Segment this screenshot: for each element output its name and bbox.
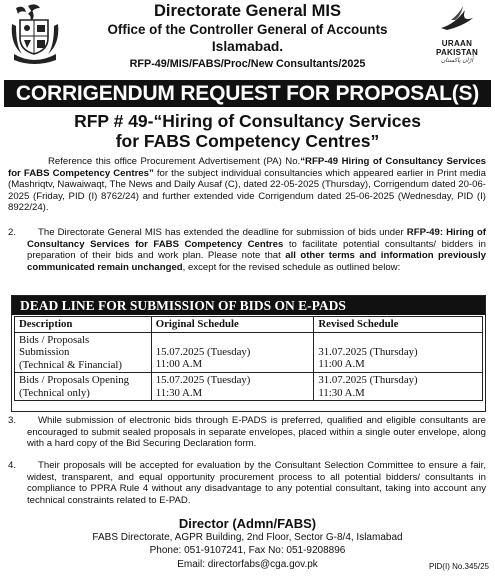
row2-rev-date: 31.07.2025 (Thursday) [318, 374, 418, 387]
office-city: Islamabad. [211, 39, 284, 54]
rfp-heading-line1: RFP # 49-“Hiring of Consultancy Services [74, 111, 421, 131]
row1-original [151, 333, 314, 373]
paragraph-3: While submission of electronic bids through E-PADS is preferred, qualified and eligible consultants are encouraged to submit sealed proposals in separate envelopes, placed within a single outer envelope, along with a hard copy of the Bid Securing Declaration form. [27, 415, 486, 450]
para1-text-c: for the subject individual consultancies which appeared earlier in Print media (Mashriqtv, Nawaiwaqt, The News and Daily Ausaf (C), dated 22-05-2025 (Thursday), Corrigendum dated 20-06-2025 (Friday, PID (I) 8762/24) and further extended vide Corrigendum dated 25-06-2025 (Wednesday, PID (I) 8922/24). [8, 167, 487, 214]
row1-desc-line3: (Technical & Financial) [19, 358, 122, 371]
office-subtitle: Office of the Controller General of Accounts [107, 22, 388, 37]
row1-orig-date: 15.07.2025 (Tuesday) [155, 346, 251, 358]
para3-number: 3. [8, 415, 17, 426]
header-revised-schedule: Revised Schedule [314, 317, 483, 333]
para2-rfp-title: RFP-49: Hiring of Consultancy Services for FABS Competency Centres [27, 227, 486, 250]
row2-original [151, 373, 314, 401]
paragraph-4: Their proposals will be accepted for evaluation by the Consultant Selection Committee to ensure a fair, widest, transparent, and equal opportunity procurement process to all potential bidders/ consultants in compliance to PPRA Rule 4 without any disadvantage to any potential consultant, taking into account any technical constraints related to E-PAD. [27, 460, 486, 506]
row2-orig-date: 15.07.2025 (Tuesday) [155, 374, 251, 387]
para2-number: 2. [8, 227, 17, 238]
pid-number: PID(I) No.345/25 [428, 562, 489, 571]
header [0, 0, 495, 82]
row1-rev-time: 11:00 A.M [318, 358, 365, 371]
government-emblem-icon [6, 4, 64, 66]
row1-desc-line1: Bids / Proposals [19, 334, 90, 346]
para2-text-a: The Directorate General MIS has extended the deadline for submission of bids under [38, 227, 407, 238]
uraan-tagline: اُڑان پاکستان [440, 58, 474, 64]
para2-text-e: , except for the revised schedule as outlined below: [182, 261, 401, 273]
paragraph-1 [8, 156, 486, 214]
table-row [15, 333, 483, 373]
deadline-box [11, 295, 486, 412]
footer-address: FABS Directorate, AGPR Building, 2nd Floor, Sector G-8/4, Islamabad [92, 532, 403, 543]
footer-email: Email: directorfabs@cga.gov.pk [177, 559, 318, 570]
uraan-bird-icon [435, 4, 479, 34]
header-description: Description [15, 317, 152, 333]
header-original-schedule: Original Schedule [151, 317, 314, 333]
uraan-pakistan-logo [425, 4, 489, 66]
para1-text-a: Reference this office Procurement Advertisement (PA) No. [48, 156, 301, 167]
row1-orig-time: 11:00 A.M [155, 358, 203, 371]
schedule-header-row [15, 317, 483, 333]
row1-desc-line2: Submission [19, 346, 70, 359]
row2-revised [314, 373, 483, 401]
row2-rev-time: 11:30 A.M [318, 386, 365, 399]
office-title: Directorate General MIS [153, 2, 342, 20]
para2-text-c: to facilitate potential consultants/ bidders in preparation of their bids and work plan. Please note that [27, 238, 486, 262]
reference-number: RFP-49/MIS/FABS/Proc/New Consultants/2025 [129, 58, 366, 70]
uraan-title: URAAN PAKISTAN [435, 39, 479, 57]
row2-desc-line1: Bids / Proposals Opening [19, 374, 130, 387]
table-row [15, 373, 483, 401]
para2-terms-note: all other terms and information previously communicated remain unchanged [27, 250, 486, 273]
corrigendum-banner: CORRIGENDUM REQUEST FOR PROPOSAL(S) [4, 80, 491, 107]
row2-orig-time: 11:30 A.M [155, 386, 203, 399]
schedule-table [14, 316, 483, 401]
row2-description [15, 373, 152, 401]
row1-description [15, 333, 152, 373]
para1-rfp-title: “RFP-49 Hiring of Consultancy Services for FABS Competency Centres” [8, 156, 487, 179]
rfp-heading-line2: for FABS Competency Centres” [115, 131, 380, 151]
footer-phone: Phone: 051-9107241, Fax No: 051-9208896 [149, 545, 346, 556]
paragraph-2 [27, 227, 486, 273]
deadline-title: DEAD LINE FOR SUBMISSION OF BIDS ON E-PADS [12, 296, 485, 315]
para4-number: 4. [8, 460, 17, 471]
signatory-title: Director (Admn/FABS) [178, 516, 317, 531]
row2-desc-line2: (Technical only) [19, 386, 90, 399]
row1-revised [314, 333, 483, 373]
row1-rev-date: 31.07.2025 (Thursday) [318, 346, 418, 358]
